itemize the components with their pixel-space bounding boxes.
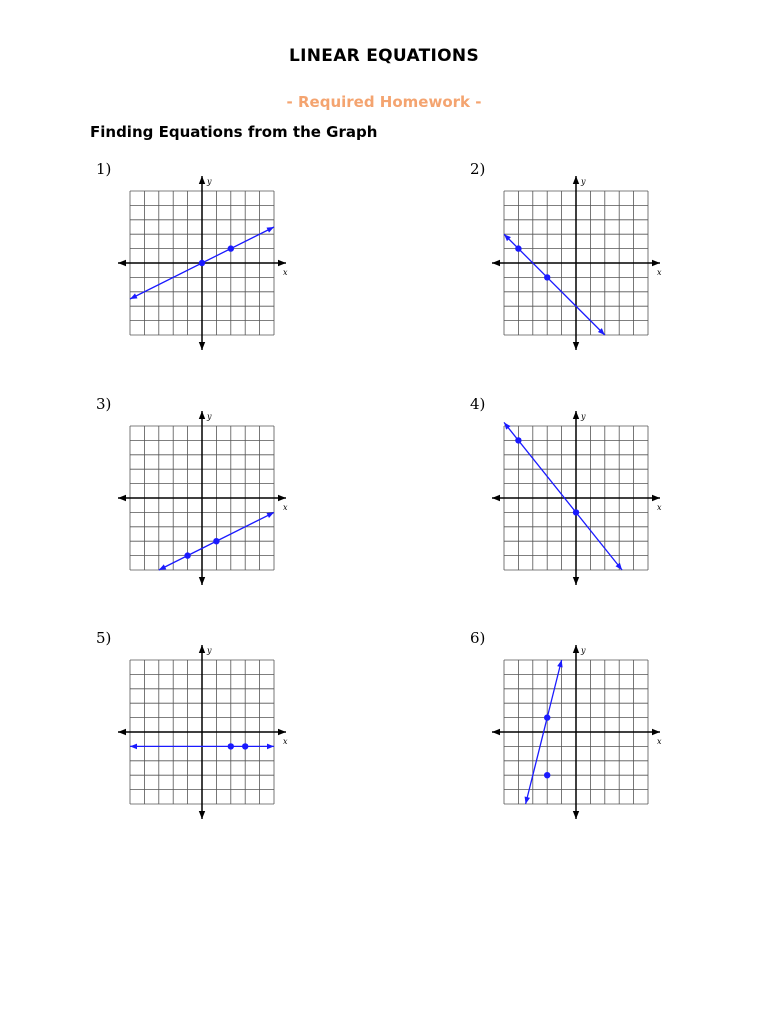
line-arrow-end — [267, 744, 274, 750]
line-arrow-start — [130, 293, 138, 299]
coordinate-graph — [96, 160, 296, 360]
graph-point — [544, 714, 550, 720]
graph-line — [504, 422, 622, 570]
x-axis-arrow-left — [492, 260, 500, 266]
y-axis-arrow-up — [199, 411, 205, 419]
graph-point — [515, 245, 521, 251]
line-arrow-start — [159, 564, 167, 570]
y-axis-label: y — [207, 646, 212, 655]
y-axis-label: y — [207, 177, 212, 186]
problem-number: 5) — [96, 629, 112, 647]
y-axis-label: y — [581, 412, 586, 421]
x-axis-arrow-left — [492, 495, 500, 501]
y-axis-label: y — [581, 646, 586, 655]
x-axis-label: x — [283, 737, 288, 746]
line-arrow-end — [266, 227, 274, 233]
coordinate-graph — [96, 395, 296, 595]
graph-point — [515, 437, 521, 443]
x-axis-arrow-right — [278, 260, 286, 266]
x-axis-label: x — [657, 268, 662, 277]
graph-point — [184, 552, 190, 558]
y-axis-arrow-up — [573, 645, 579, 653]
problem-3 — [96, 395, 296, 595]
x-axis-arrow-right — [652, 729, 660, 735]
y-axis-arrow-up — [573, 411, 579, 419]
graph-point — [213, 538, 219, 544]
y-axis-arrow-down — [573, 811, 579, 819]
graph-point — [228, 743, 234, 749]
coordinate-graph — [470, 395, 670, 595]
problem-1 — [96, 160, 296, 360]
x-axis-arrow-right — [652, 260, 660, 266]
x-axis-arrow-left — [118, 260, 126, 266]
line-arrow-end — [266, 512, 274, 518]
page-subtitle: - Required Homework - — [286, 93, 482, 111]
y-axis-arrow-up — [199, 645, 205, 653]
graph-point — [228, 245, 234, 251]
coordinate-graph — [96, 629, 296, 829]
x-axis-arrow-left — [492, 729, 500, 735]
x-axis-arrow-left — [118, 495, 126, 501]
y-axis-arrow-down — [199, 342, 205, 350]
line-arrow-start — [130, 744, 137, 750]
x-axis-label: x — [657, 503, 662, 512]
y-axis-arrow-down — [573, 577, 579, 585]
problem-number: 6) — [470, 629, 486, 647]
problem-4 — [470, 395, 670, 595]
graph-point — [199, 260, 205, 266]
problem-5 — [96, 629, 296, 829]
page-title: LINEAR EQUATIONS — [289, 46, 479, 66]
graph-point — [544, 772, 550, 778]
y-axis-arrow-down — [199, 577, 205, 585]
problem-number: 2) — [470, 160, 486, 178]
section-heading: Finding Equations from the Graph — [90, 123, 378, 141]
y-axis-label: y — [581, 177, 586, 186]
problem-number: 1) — [96, 160, 112, 178]
y-axis-arrow-down — [573, 342, 579, 350]
x-axis-arrow-left — [118, 729, 126, 735]
y-axis-arrow-up — [573, 176, 579, 184]
y-axis-label: y — [207, 412, 212, 421]
coordinate-graph — [470, 160, 670, 360]
y-axis-arrow-up — [199, 176, 205, 184]
problem-2 — [470, 160, 670, 360]
graph-point — [242, 743, 248, 749]
x-axis-arrow-right — [278, 729, 286, 735]
x-axis-label: x — [283, 503, 288, 512]
graph-point — [544, 274, 550, 280]
problem-number: 3) — [96, 395, 112, 413]
coordinate-graph — [470, 629, 670, 829]
y-axis-arrow-down — [199, 811, 205, 819]
x-axis-label: x — [283, 268, 288, 277]
problem-6 — [470, 629, 670, 829]
problem-number: 4) — [470, 395, 486, 413]
graph-point — [573, 509, 579, 515]
x-axis-label: x — [657, 737, 662, 746]
x-axis-arrow-right — [278, 495, 286, 501]
x-axis-arrow-right — [652, 495, 660, 501]
